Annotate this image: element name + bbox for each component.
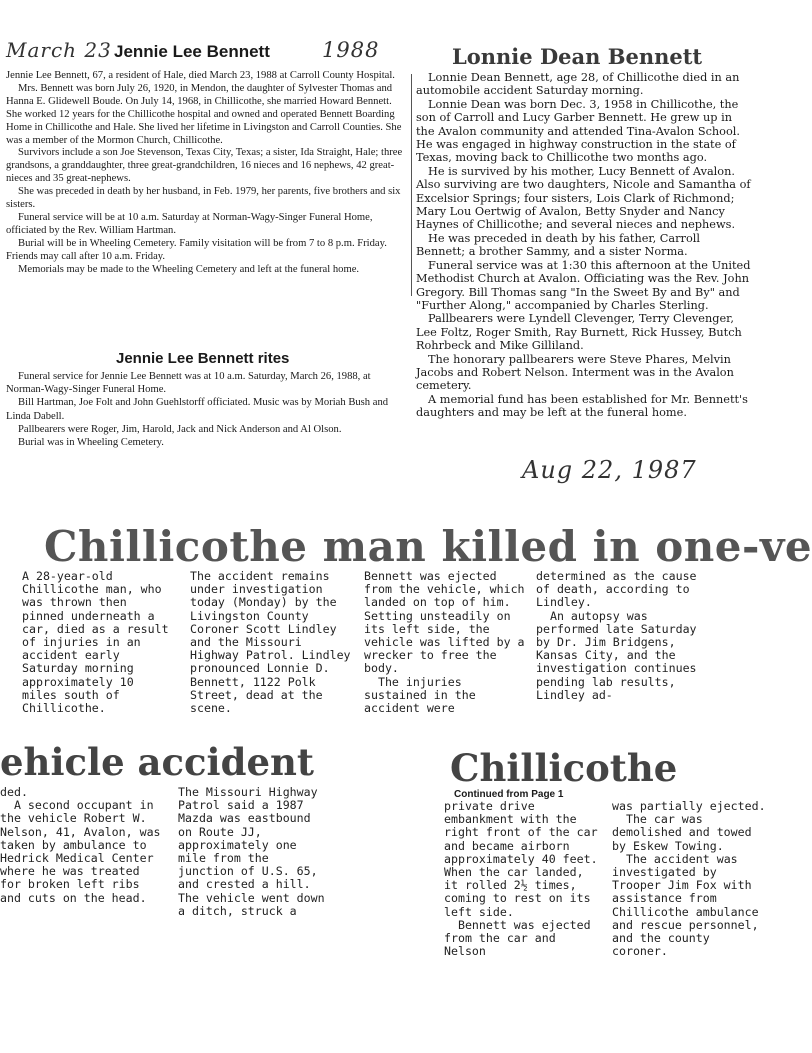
article-headline-part3: Chillicothe	[450, 746, 678, 790]
article-column: Bennett was ejected from the vehicle, which landed on top of him. Setting unsteadily on its left side, the vehicle was lifted by a wrecker to free the body. The injuries sustained in the accident were	[364, 569, 525, 716]
paragraph: Lonnie Dean Bennett, age 28, of Chillicothe died in an automobile accident Saturday morning.	[416, 71, 740, 98]
obituary-jennie	[4, 42, 408, 310]
paragraph: Funeral service was at 1:30 this afternoon at the United Methodist Church at Avalon. Officiating was the Rev. John Gregory. Bill Thomas sang "In the Sweet By and By" and "Further Along," accompanied by Charles Sterling.	[416, 258, 751, 312]
article-column: The accident remains under investigation today (Monday) by the Livingston County Coroner Scott Lindley and the Missouri Highway Patrol. Lindley pronounced Lonnie D. Bennett, 1122 Polk Street, dead at the scene.	[190, 569, 358, 716]
paragraph: Burial was in Wheeling Cemetery.	[18, 437, 164, 449]
paragraph: Funeral service will be at 10 a.m. Saturday at Norman-Wagy-Singer Funeral Home, officiated by the Rev. William Hartman.	[6, 211, 373, 236]
article-column: determined as the cause of death, according to Lindley. An autopsy was performed late Saturday by Dr. Jim Bridgens, Kansas City, and the investigation continues pending lab results, Lindley ad-	[536, 569, 697, 702]
article-column: was partially ejected. The car was demolished and towed by Eskew Towing. The accident was investigated by Trooper Jim Fox with assistance from Chillicothe ambulance and rescue personnel, and the county coroner.	[612, 799, 766, 959]
article-column: private drive embankment with the right front of the car and became airborn approximately 40 feet. When the car landed, it rolled 2½ times, coming to rest on its left side. Bennett was ejected from the car and Nelson	[444, 799, 598, 959]
obituary-jennie-title: Jennie Lee Bennett	[114, 42, 270, 61]
article-column: ded. A second occupant in the vehicle Robert W. Nelson, 41, Avalon, was taken by ambulance to Hedrick Medical Center where he was treated for broken left ribs and cuts on the head.	[0, 785, 161, 905]
obituary-lonnie	[412, 44, 754, 464]
paragraph: Funeral service for Jennie Lee Bennett was at 10 a.m. Saturday, March 26, 1988, at Norman-Wagy-Singer Funeral Home.	[6, 371, 371, 396]
article-headline-part2: ehicle accident	[0, 740, 314, 784]
paragraph: He is survived by his mother, Lucy Bennett of Avalon. Also surviving are two daughters, Nicole and Samantha of Excelsior Springs; four sisters, Lois Clark of Richmond; Mary Lou Oertwig of Avalon, Betty Snyder and Nancy Haynes of Chillicothe; and several nieces and nephews.	[416, 164, 751, 232]
paragraph: Bill Hartman, Joe Folt and John Guehlstorff officiated. Music was by Moriah Bush and Linda Dabell.	[6, 397, 389, 422]
paragraph: Memorials may be made to the Wheeling Cemetery and left at the funeral home.	[18, 263, 360, 275]
article-columns-top	[22, 569, 712, 716]
handwritten-date-march: March 23	[6, 38, 112, 62]
obituary-lonnie-body	[416, 71, 752, 420]
paragraph: Jennie Lee Bennett, 67, a resident of Hale, died March 23, 1988 at Carroll County Hospital.	[6, 70, 395, 81]
paragraph: Lonnie Dean was born Dec. 3, 1958 in Chillicothe, the son of Carroll and Lucy Garber Bennett. He grew up in the Avalon community and attended Tina-Avalon School. He was engaged in highway construction in the state of Texas, moving back to Chillicothe two months ago.	[416, 97, 740, 165]
paragraph: The honorary pallbearers were Steve Phares, Melvin Jacobs and Robert Nelson. Interment was in the Avalon cemetery.	[416, 352, 734, 393]
paragraph: Mrs. Bennett was born July 26, 1920, in Mendon, the daughter of Sylvester Thomas and Hanna E. Glidewell Boude. On July 14, 1968, in Chillicothe, she married Howard Bennett. She worked 12 years for the Chillicothe hospital and owned and operated Bennett Boarding Home in Chillicothe and Hale. She lived her lifetime in Livingston and Carroll Counties. She was a member of the Mormon Church, Chillicothe.	[6, 82, 402, 146]
rites-jennie-title: Jennie Lee Bennett rites	[116, 350, 290, 367]
handwritten-date-aug: Aug 22, 1987	[522, 456, 697, 484]
article-columns-continued	[440, 799, 766, 959]
paragraph: Pallbearers were Lyndell Clevenger, Terry Clevenger, Lee Foltz, Roger Smith, Ray Burnett, Rick Hussey, Butch Rohrbeck and Mike Gilliland.	[416, 312, 742, 353]
rites-jennie-body	[6, 370, 410, 449]
handwritten-year: 1988	[322, 38, 380, 62]
article-headline-part1: Chillicothe man killed in one-ve	[44, 522, 812, 571]
article-column: A 28-year-old Chillicothe man, who was thrown then pinned underneath a car, died as a result of injuries in an accident early Saturday morning approximately 10 miles south of Chillicothe.	[22, 569, 176, 716]
article-column: The Missouri Highway Patrol said a 1987 Mazda was eastbound on Route JJ, approximately one mile from the junction of U.S. 65, and crested a hill. The vehicle went down a ditch, struck a	[178, 785, 332, 918]
obituary-lonnie-title: Lonnie Dean Bennett	[452, 44, 703, 69]
paragraph: She was preceded in death by her husband, in Feb. 1979, her parents, five brothers and six sisters.	[6, 186, 401, 211]
rites-jennie	[6, 350, 410, 470]
continued-label: Continued from Page 1	[454, 789, 564, 800]
paragraph: Burial will be in Wheeling Cemetery. Family visitation will be from 7 to 8 p.m. Friday. Friends may call after 10 a.m. Friday.	[6, 237, 387, 262]
paragraph: Pallbearers were Roger, Jim, Harold, Jack and Nick Anderson and Al Olson.	[18, 423, 342, 435]
article-columns-bottom-left	[0, 786, 440, 916]
paragraph: He was preceded in death by his father, Carroll Bennett; a brother Sammy, and a sister Norma.	[416, 231, 700, 259]
paragraph: Survivors include a son Joe Stevenson, Texas City, Texas; a sister, Ida Straight, Hale; three grandsons, a granddaughter, three great-grandchildren, 16 nieces and 16 nephews, 42 great-nieces and 35 great-nephews.	[6, 147, 403, 185]
obituary-jennie-body	[6, 70, 406, 277]
paragraph: A memorial fund has been established for Mr. Bennett's daughters and may be left at the funeral home.	[416, 392, 748, 420]
